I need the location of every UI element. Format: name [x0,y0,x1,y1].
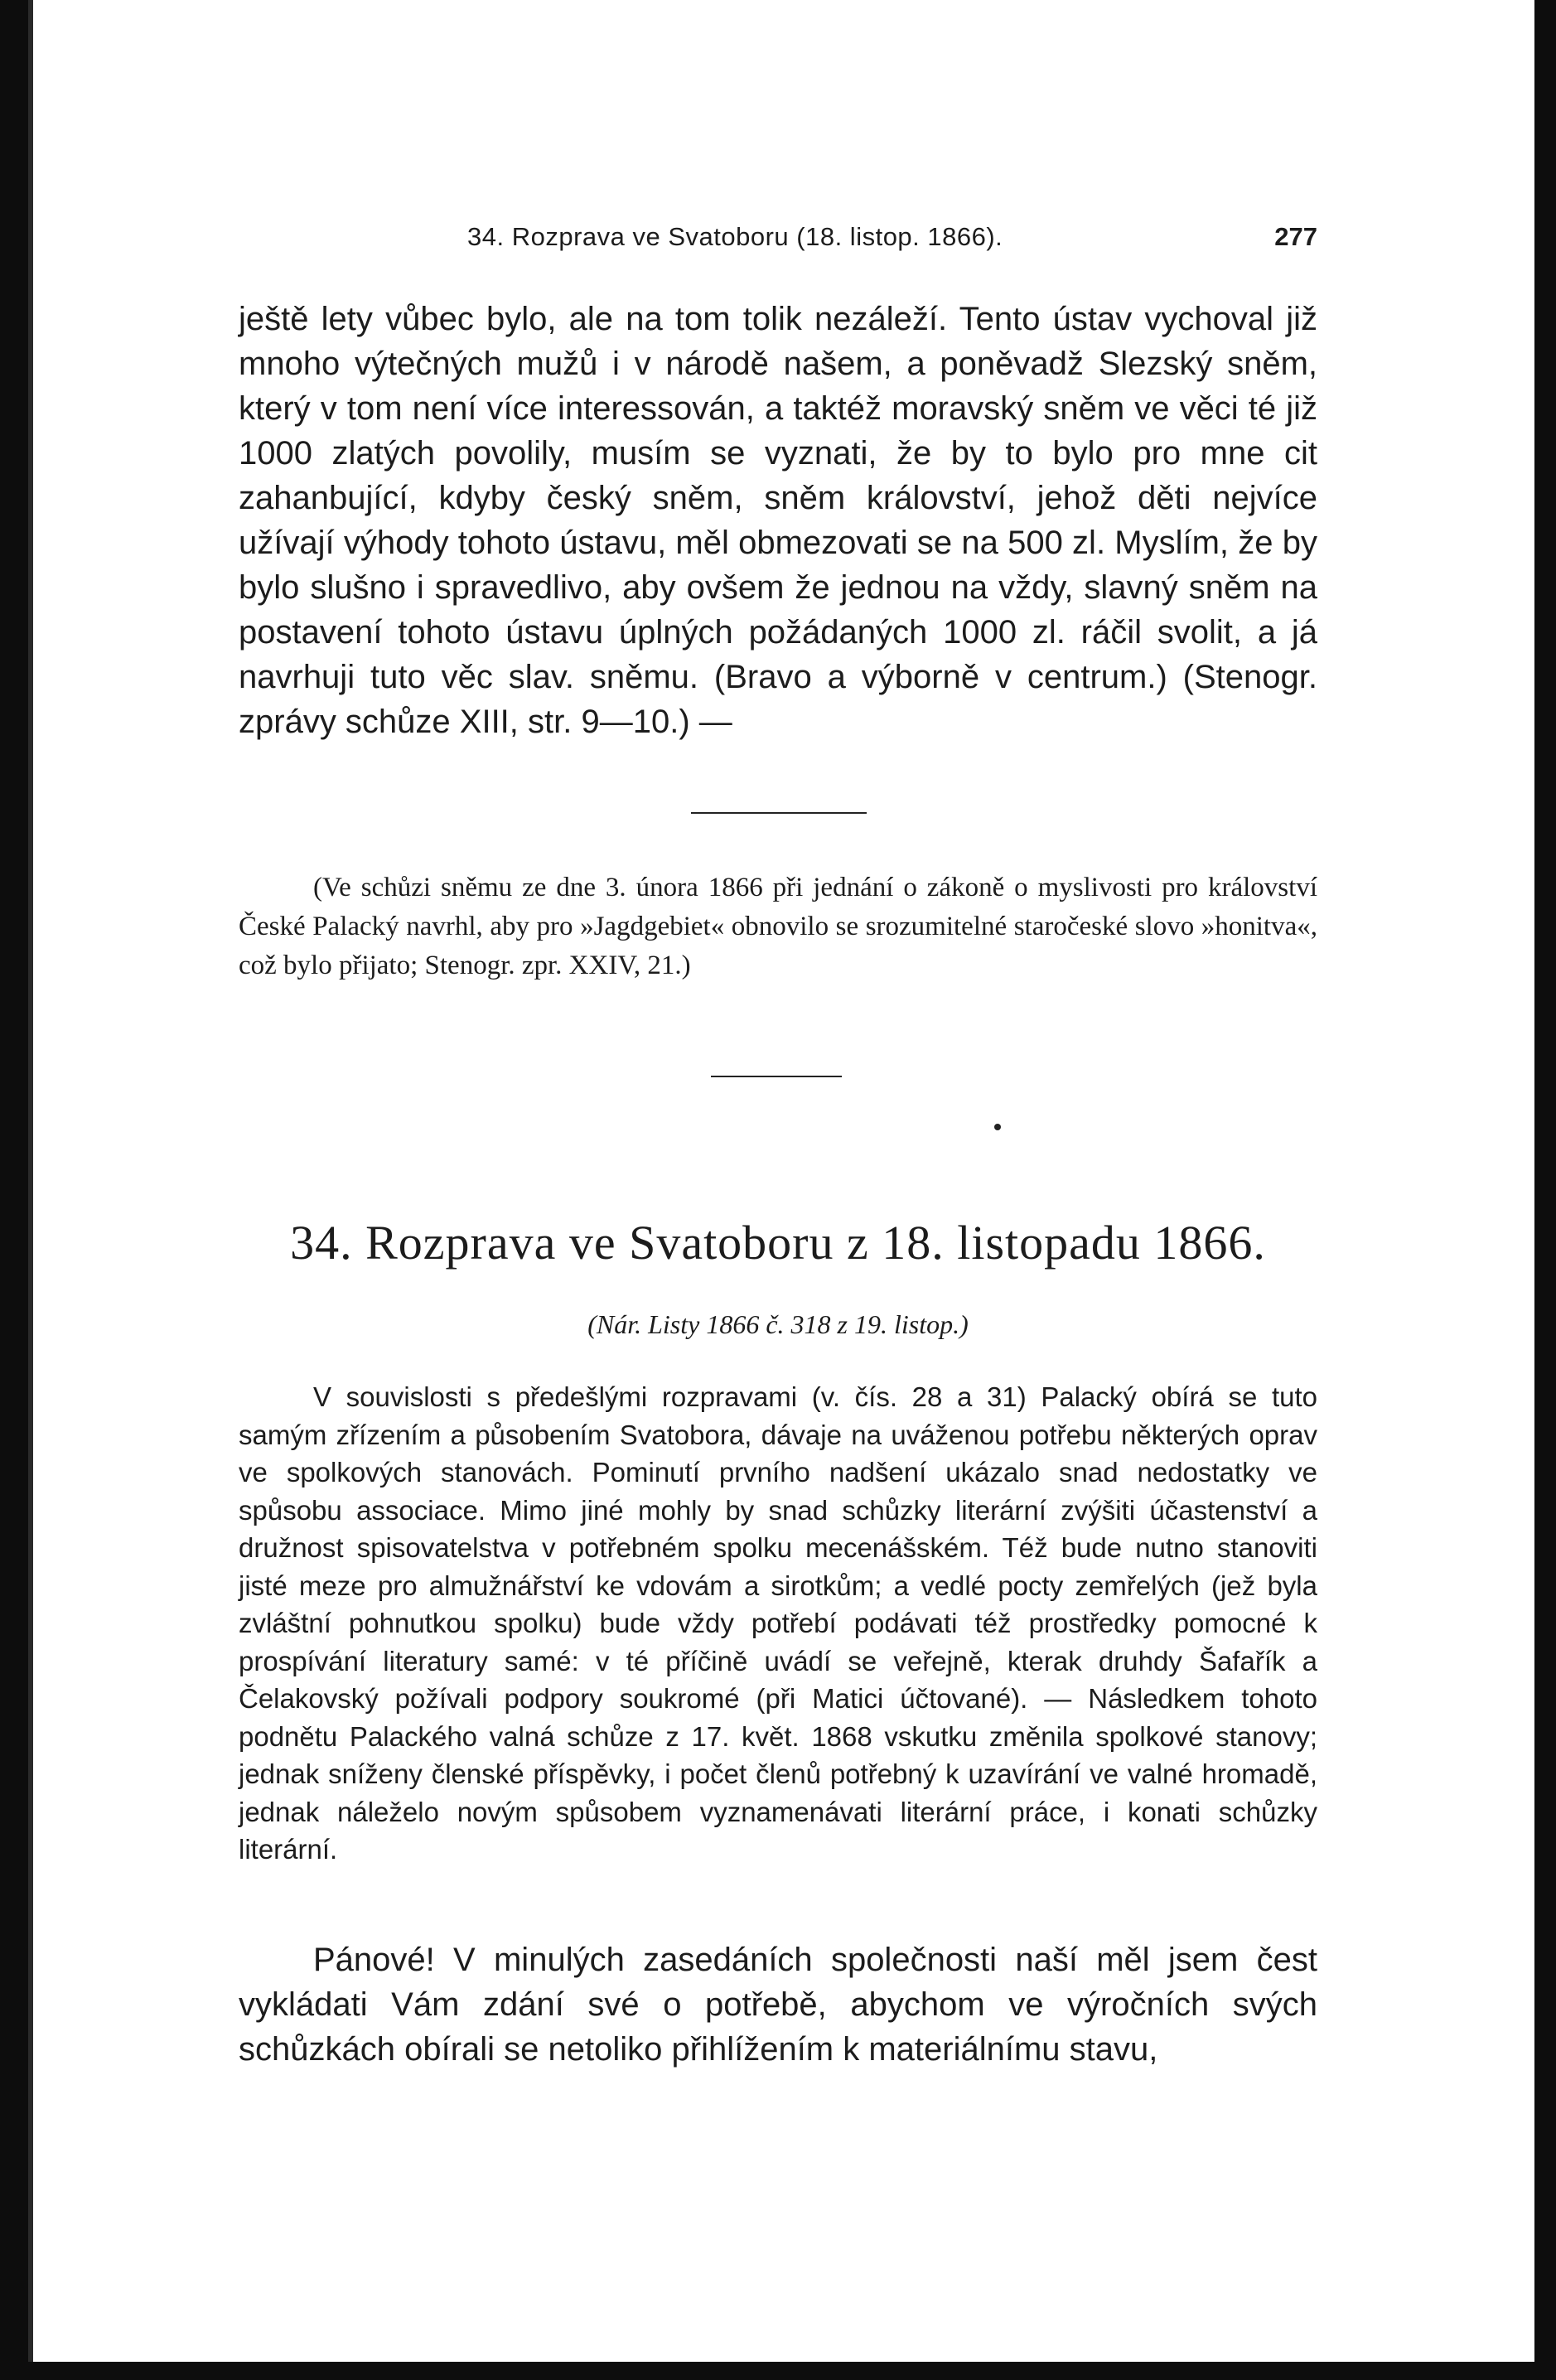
main-paragraph: ještě lety vůbec bylo, ale na tom tolik nezáleží. Tento ústav vychoval již mnoho výtečných mužů i v národě našem, a poněvadž Slezský sněm, který v tom není více interessován, a taktéž moravský sněm ve věci té již 1000 zlatých povolily, musím se vyznati, že by to bylo pro mne cit zahanbující, kdyby český sněm, sněm království, jehož děti nejvíce užívají výhody tohoto ústavu, měl obmezovati se na 500 zl. Myslím, že by bylo slušno i spravedlivo, aby ovšem že jednou na vždy, slavný sněm na postavení tohoto ústavu úplných požádaných 1000 zl. ráčil svolit, a já navrhuji tuto věc slav. sněmu. (Bravo a výborně v centrum.) (Stenogr. zprávy schůze XIII, str. 9—10.) — [239,301,1317,740]
running-title: 34. Rozprava ve Svatoboru (18. listop. 1866). [467,222,1003,251]
scan-speck [994,1124,1001,1130]
separator-rule [691,812,867,814]
separator-rule [711,1076,842,1077]
page-number: 277 [1274,222,1317,251]
chapter-title: 34. Rozprava ve Svatoboru z 18. listopadu 1866. [290,1216,1266,1270]
chapter-source: (Nár. Listy 1866 č. 318 z 19. listop.) [587,1309,969,1339]
scan-left-border [0,0,28,2380]
speech-text: Pánové! V minulých zasedáních společnosti naší měl jsem čest vykládati Vám zdání své o potřebě, abychom ve výročních svých schůzkách obírali se netoliko přihlížením k materiálnímu stavu, [239,1942,1317,2068]
scan-bottom-border [0,2362,1556,2380]
scan-left-shadow [28,0,33,2380]
running-header [239,222,1317,260]
editorial-note: (Ve schůzi sněmu ze dne 3. února 1866 při jednání o zákoně o myslivosti pro království České Palacký navrhl, aby pro »Jagdgebiet« obnovilo se srozumitelné staročeské slovo »honitva«, což bylo přijato; Stenogr. zpr. XXIV, 21.) [239,873,1317,980]
chapter-summary: V souvislosti s předešlými rozpravami (v. čís. 28 a 31) Palacký obírá se tuto samým zřízením a působením Svatobora, dávaje na uváženou potřebu některých oprav ve spolkových stanovách. Pominutí prvního nadšení ukázalo snad nedostatky ve spůsobu associace. Mimo jiné mohly by snad schůzky literární zvýšiti účastenství a družnost spisovatelstva v potřebném spolku mecenášském. Též bude nutno stanoviti jisté meze pro almužnářství ke vdovám a sirotkům; a vedlé pocty zemřelých (jež byla zvláštní pohnutkou spolku) bude vždy potřebí podávati též prostředky pomocné k prospívání literatury samé: v té příčině uvádí se veřejně, kterak druhdy Šafařík a Čelakovský požívali podpory soukromé (při Matici účtované). — Následkem tohoto podnětu Palackého valná schůze z 17. květ. 1868 vskutku změnila spolkové stanovy; jednak sníženy členské příspěvky, i počet členů potřebný k uzavírání ve valné hromadě, jednak náleželo novým spůsobem vyznamenávati literární práce, i konati schůzky literární. [239,1381,1317,1865]
scan-right-border [1534,0,1556,2380]
